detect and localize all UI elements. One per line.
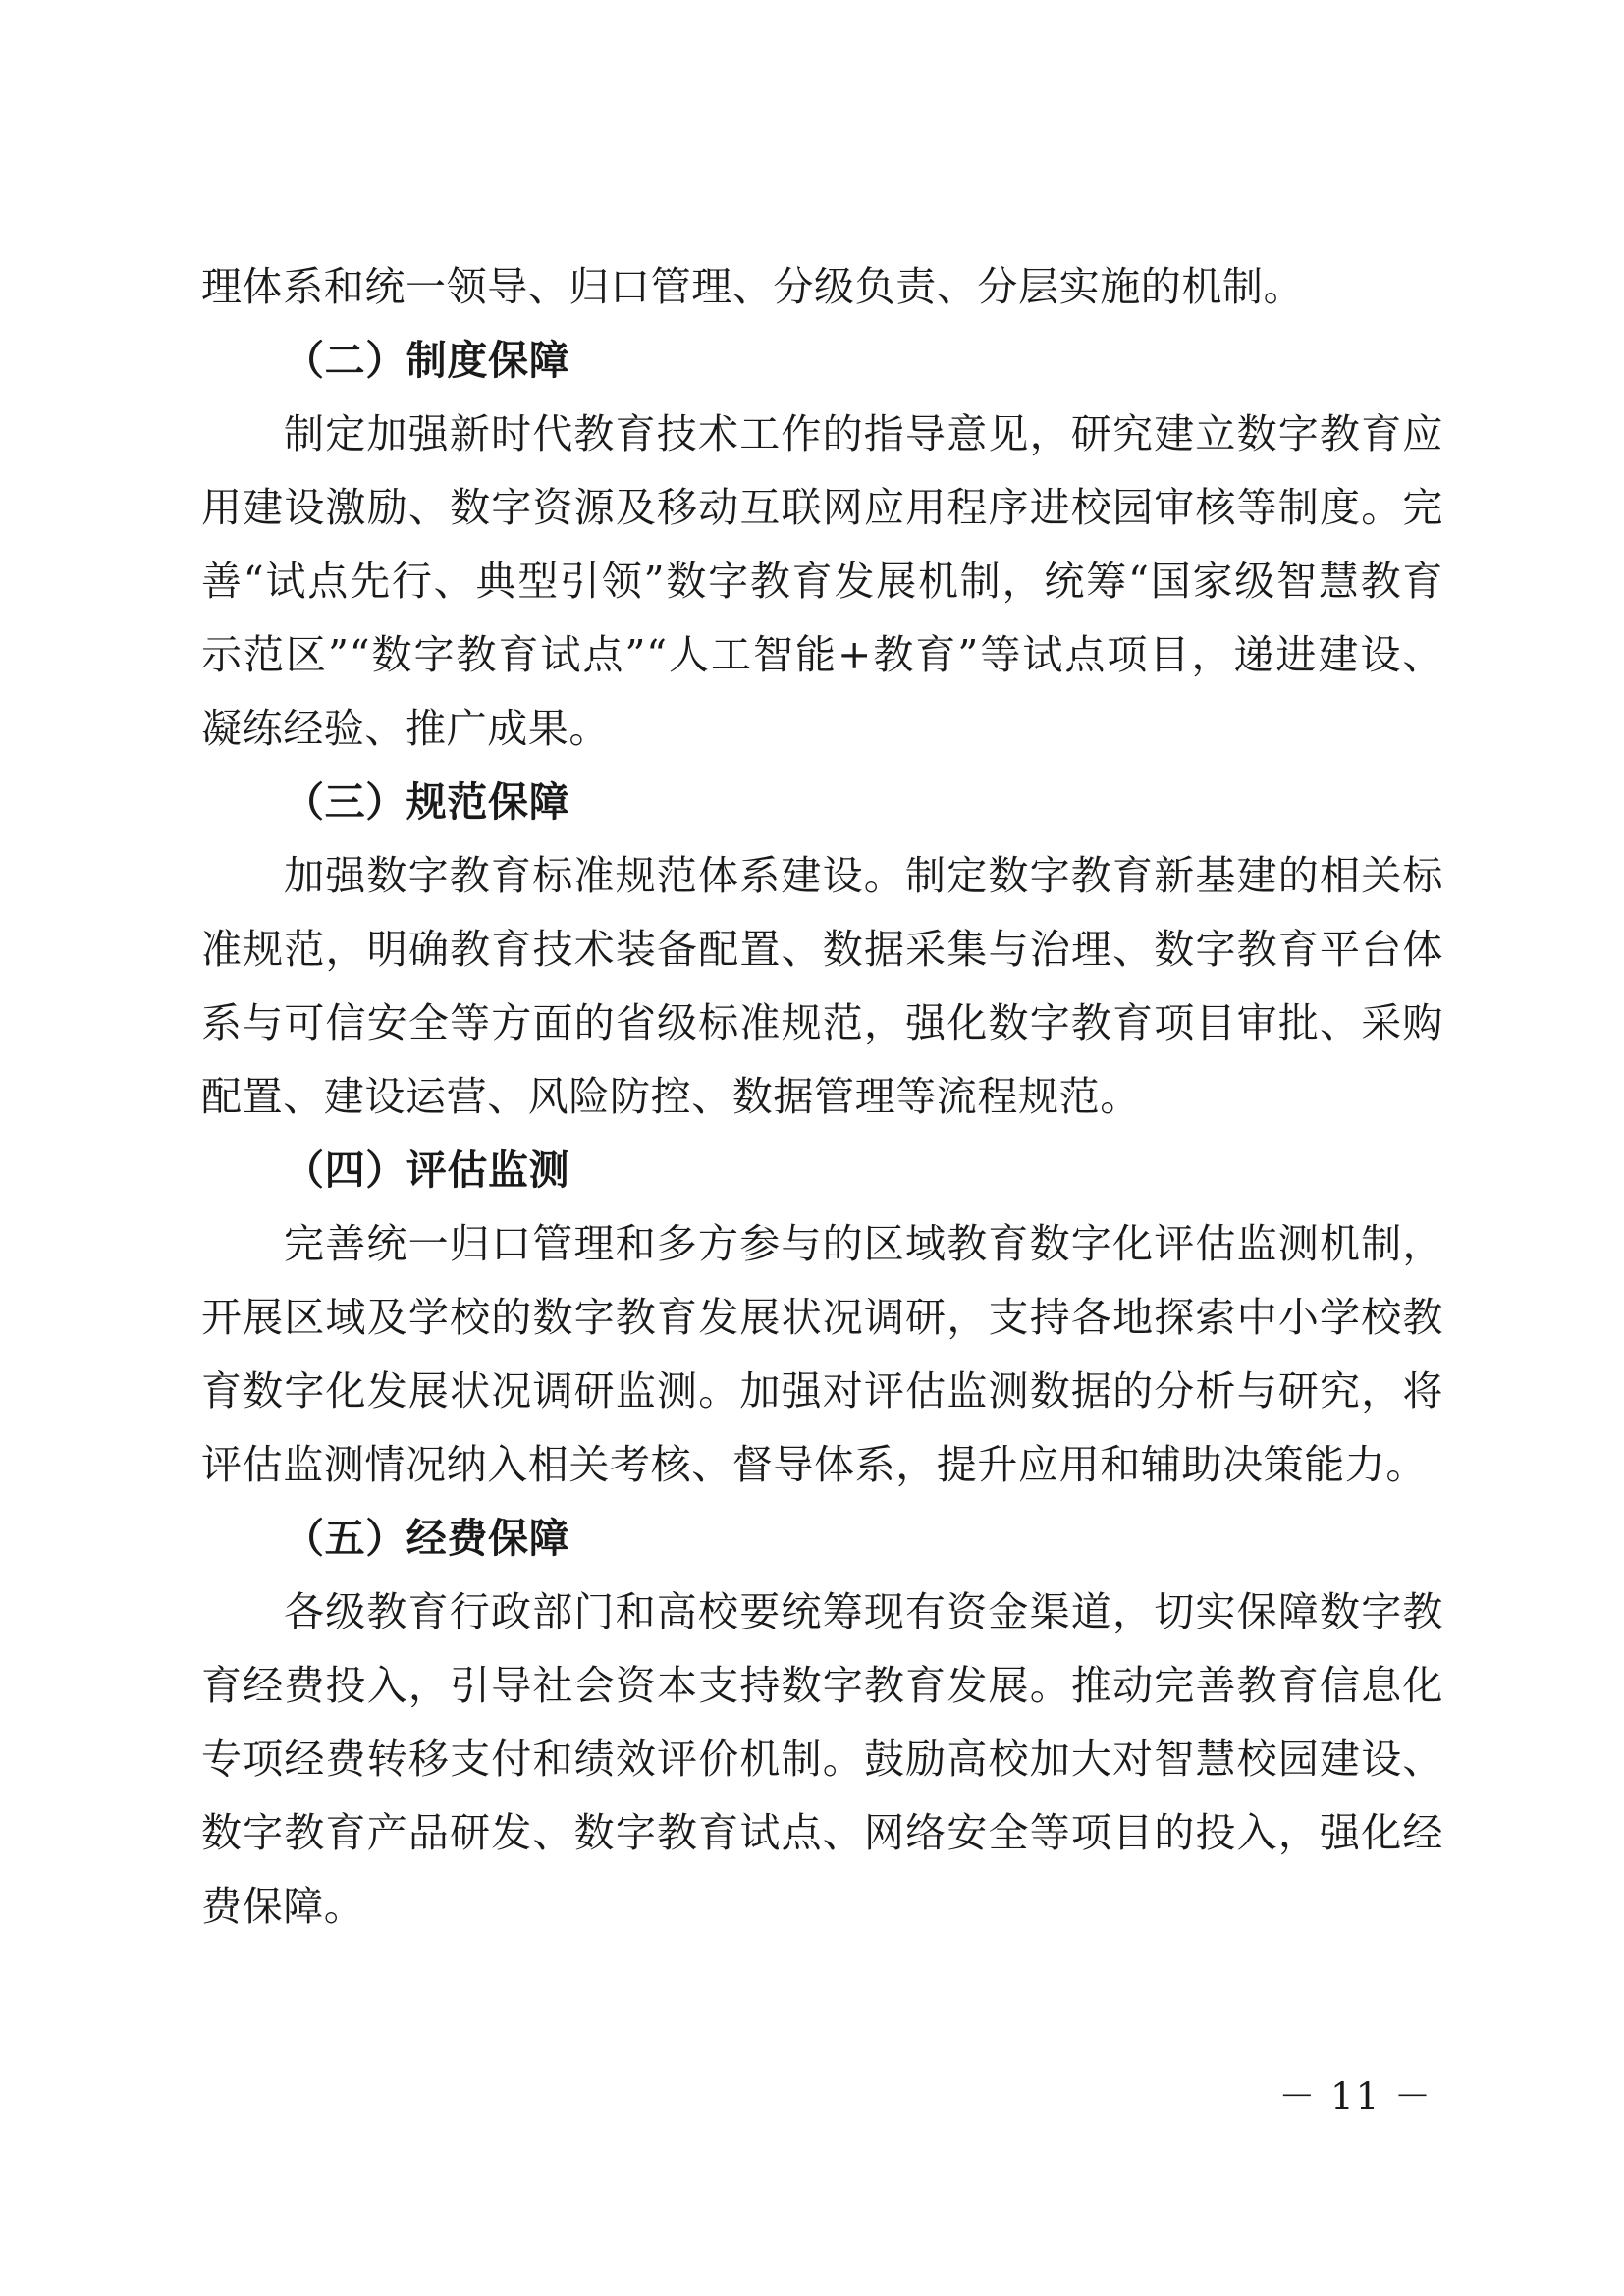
page-body (201, 250, 1443, 1944)
section-heading-3: （三）规范保障 (284, 778, 570, 826)
paragraph-system-guarantee: 制定加强新时代教育技术工作的指导意见，研究建立数字教育应用建设激励、数字资源及移动互联网应用程序进校园审核等制度。完善“试点先行、典型引领”数字教育发展机制，统筹“国家级智慧教育示范区”“数字教育试点”“人工智能+教育”等试点项目，递进建设、凝练经验、推广成果。 (201, 410, 1443, 752)
section-heading-4: （四）评估监测 (284, 1147, 570, 1194)
page-number: － 11 － (1278, 2075, 1433, 2117)
paragraph-assessment-monitoring: 完善统一归口管理和多方参与的区域教育数字化评估监测机制，开展区域及学校的数字教育发展状况调研，支持各地探索中小学校教育数字化发展状况调研监测。加强对评估监测数据的分析与研究，将评估监测情况纳入相关考核、督导体系，提升应用和辅助决策能力。 (201, 1220, 1443, 1488)
section-heading-2: （二）制度保障 (284, 337, 570, 384)
paragraph-standard-guarantee: 加强数字教育标准规范体系建设。制定数字教育新基建的相关标准规范，明确教育技术装备配置、数据采集与治理、数字教育平台体系与可信安全等方面的省级标准规范，强化数字教育项目审批、采购配置、建设运营、风险防控、数据管理等流程规范。 (201, 852, 1443, 1120)
paragraph-funding-guarantee: 各级教育行政部门和高校要统筹现有资金渠道，切实保障数字教育经费投入，引导社会资本支持数字教育发展。推动完善教育信息化专项经费转移支付和绩效评价机制。鼓励高校加大对智慧校园建设、数字教育产品研发、数字教育试点、网络安全等项目的投入，强化经费保障。 (201, 1588, 1443, 1930)
section-heading-5: （五）经费保障 (284, 1515, 570, 1562)
paragraph-continuation: 理体系和统一领导、归口管理、分级负责、分层实施的机制。 (201, 263, 1305, 310)
